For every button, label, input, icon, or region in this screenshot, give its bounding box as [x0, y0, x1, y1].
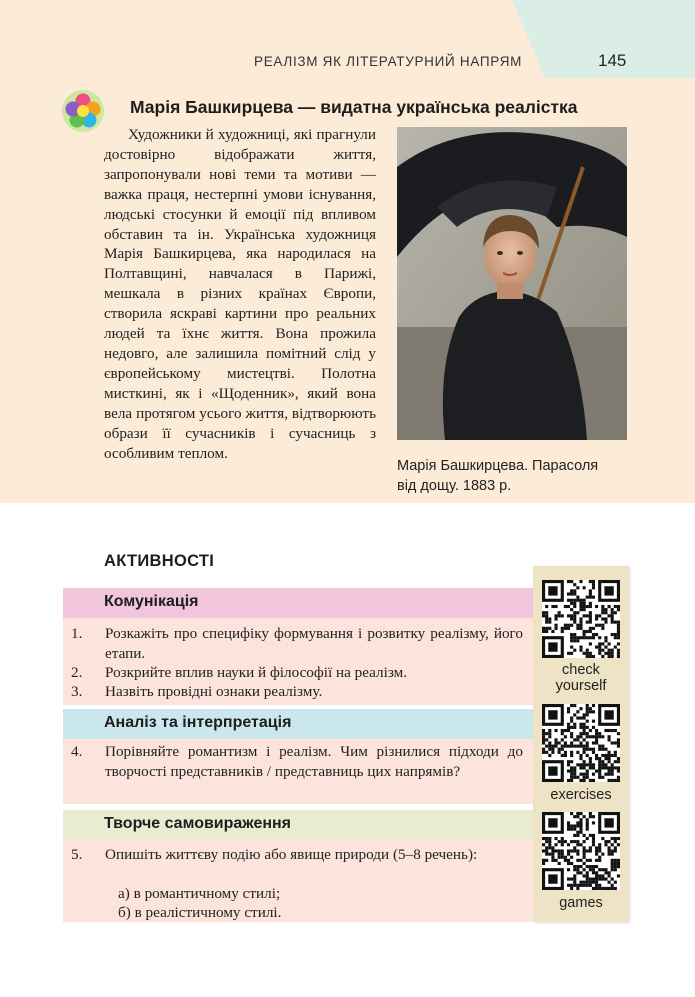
section-communication-body	[63, 618, 533, 705]
qr-label-check-yourself[interactable]	[533, 662, 629, 694]
caption-line-1: Марія Башкирцева. Парасоля	[397, 458, 599, 474]
running-title: РЕАЛІЗМ ЯК ЛІТЕРАТУРНИЙ НАПРЯМ	[254, 54, 523, 69]
activities-heading: АКТИВНОСТІ	[104, 552, 215, 570]
item-text: Порівняйте романтизм і реалізм. Чим різнилися підходи до творчості представників / представниць цих напрямів?	[105, 743, 523, 780]
section-creative-body	[63, 840, 533, 922]
subitem-text: а) в романтичному стилі;	[118, 885, 281, 902]
item-text: Назвіть провідні ознаки реалізму.	[105, 683, 323, 700]
qr-label-line: check	[562, 662, 600, 678]
painting-image	[397, 127, 627, 440]
item-number: 4.	[71, 743, 83, 760]
section-analysis-body	[63, 739, 533, 804]
caption-line-2: від дощу. 1883 р.	[397, 478, 512, 494]
item-text: Розкрийте вплив науки й філософії на реалізм.	[105, 664, 408, 681]
item-number: 1.	[71, 625, 83, 642]
flower-icon	[62, 90, 104, 132]
page-number: 145	[598, 51, 627, 70]
section-creative-header: Творче самовираження	[63, 810, 533, 840]
qr-label-exercises[interactable]: exercises	[550, 787, 612, 803]
article-body: Художники й художниці, які прагнули достовірно відображати життя, запропонували нові теми та мотиви — важка праця, нестерпні умови існування, людські стосунки й емоції під впливом обставин та ін. Українська художниця Марія Башкирцева, яка народилася на Полтавщині, навчалася в Парижі, мешкала в різних країнах Європи, створила яскраві картини про реальних людей та їхнє життя. Вона прожила недовго, але залишила помітний слід у європейському мистецтві. Полотна мисткині, як і «Щоденник», який вона вела протягом усього життя, відтворюють образи її сучасників і сучасниць з особливим теплом.	[104, 126, 376, 462]
item-number: 2.	[71, 664, 83, 681]
item-number: 5.	[71, 846, 83, 863]
painting-caption	[397, 456, 637, 496]
qr-label-line: yourself	[555, 678, 607, 694]
item-number: 3.	[71, 683, 83, 700]
section-analysis-header: Аналіз та інтерпретація	[63, 709, 533, 739]
item-text: Опишіть життєву подію або явище природи (5–8 речень):	[105, 846, 478, 863]
qr-code-games[interactable]	[542, 812, 620, 890]
qr-code-exercises[interactable]	[542, 704, 620, 782]
subitem-text: б) в реалістичному стилі.	[118, 904, 282, 921]
item-text: Розкажіть про специфіку формування і розвитку реалізму, його етапи.	[105, 625, 523, 662]
section-communication-header: Комунікація	[63, 588, 533, 618]
article-title: Марія Башкирцева — видатна українська реалістка	[130, 97, 578, 117]
qr-label-games[interactable]: games	[559, 895, 603, 911]
qr-code-check-yourself[interactable]	[542, 580, 620, 658]
